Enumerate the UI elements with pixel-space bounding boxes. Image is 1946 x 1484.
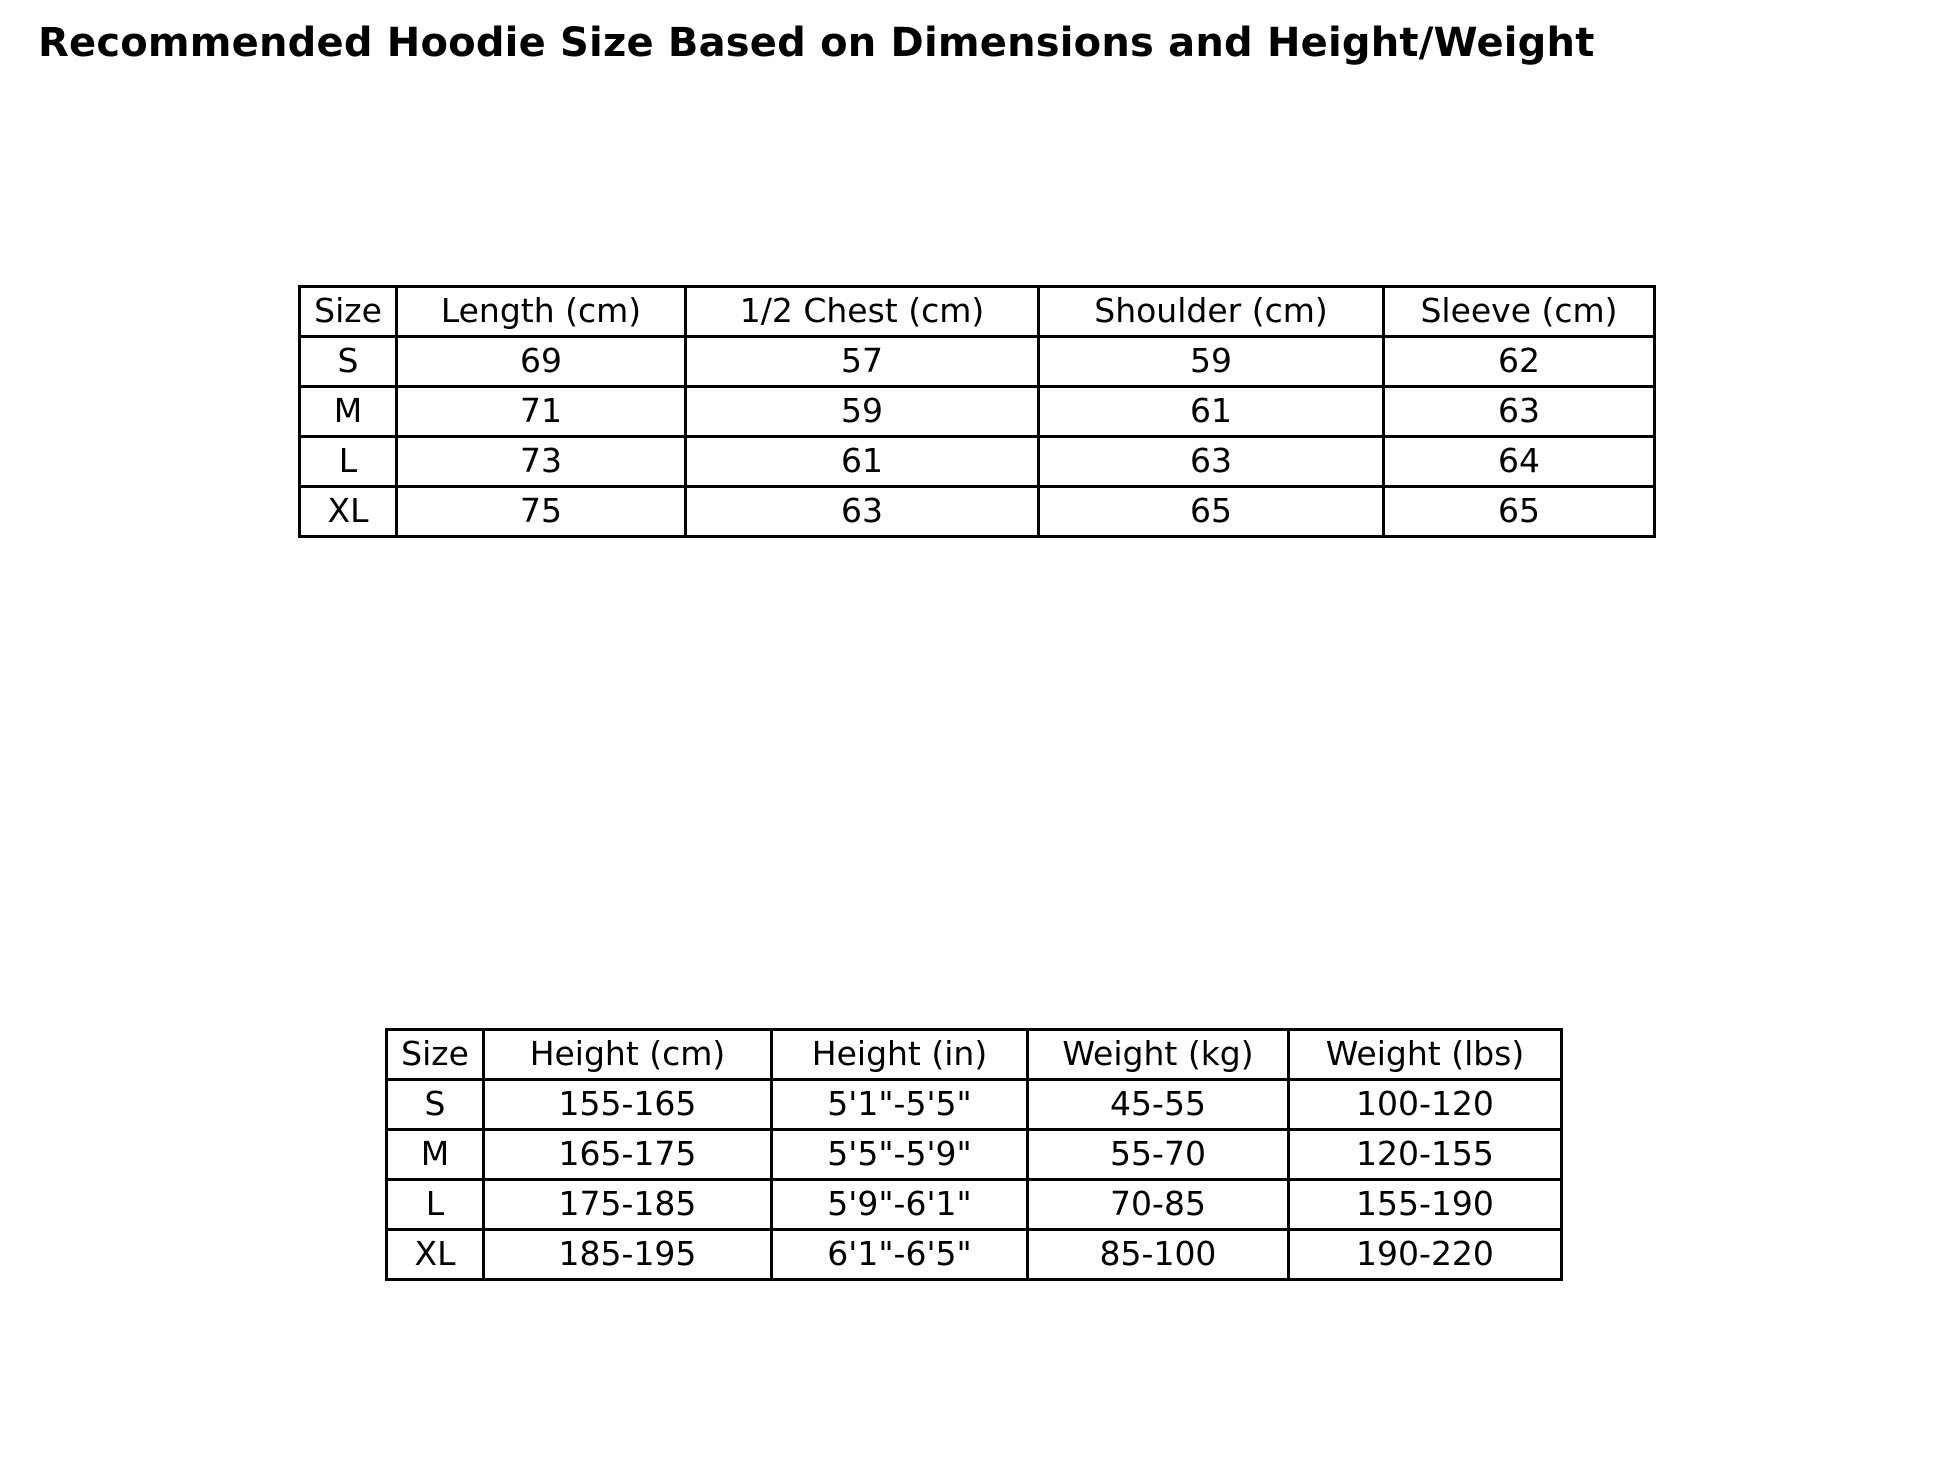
table-header-row xyxy=(387,1030,1562,1080)
cell-height-cm: 175-185 xyxy=(484,1180,772,1230)
cell-weight-kg: 45-55 xyxy=(1028,1080,1289,1130)
cell-height-in: 5'9"-6'1" xyxy=(772,1180,1028,1230)
column-header-length: Length (cm) xyxy=(397,287,686,337)
cell-size: M xyxy=(387,1130,484,1180)
cell-shoulder: 61 xyxy=(1039,387,1384,437)
cell-shoulder: 59 xyxy=(1039,337,1384,387)
column-header-half-chest: 1/2 Chest (cm) xyxy=(686,287,1039,337)
cell-size: S xyxy=(300,337,397,387)
cell-half-chest: 61 xyxy=(686,437,1039,487)
table-row xyxy=(300,337,1655,387)
column-header-height-cm: Height (cm) xyxy=(484,1030,772,1080)
table-row xyxy=(387,1130,1562,1180)
cell-size: S xyxy=(387,1080,484,1130)
cell-half-chest: 59 xyxy=(686,387,1039,437)
cell-sleeve: 64 xyxy=(1384,437,1655,487)
cell-length: 71 xyxy=(397,387,686,437)
cell-weight-lbs: 100-120 xyxy=(1289,1080,1562,1130)
cell-sleeve: 63 xyxy=(1384,387,1655,437)
cell-sleeve: 65 xyxy=(1384,487,1655,537)
column-header-weight-kg: Weight (kg) xyxy=(1028,1030,1289,1080)
column-header-sleeve: Sleeve (cm) xyxy=(1384,287,1655,337)
table-row xyxy=(387,1080,1562,1130)
hoodie-height-weight-table xyxy=(385,1028,1563,1281)
cell-weight-kg: 70-85 xyxy=(1028,1180,1289,1230)
table-row xyxy=(387,1180,1562,1230)
cell-shoulder: 63 xyxy=(1039,437,1384,487)
cell-half-chest: 63 xyxy=(686,487,1039,537)
cell-weight-kg: 55-70 xyxy=(1028,1130,1289,1180)
cell-length: 75 xyxy=(397,487,686,537)
cell-size: L xyxy=(300,437,397,487)
table-row xyxy=(300,487,1655,537)
cell-height-cm: 155-165 xyxy=(484,1080,772,1130)
cell-sleeve: 62 xyxy=(1384,337,1655,387)
cell-length: 73 xyxy=(397,437,686,487)
cell-size: XL xyxy=(300,487,397,537)
table-row xyxy=(300,387,1655,437)
cell-weight-lbs: 120-155 xyxy=(1289,1130,1562,1180)
cell-shoulder: 65 xyxy=(1039,487,1384,537)
column-header-weight-lbs: Weight (lbs) xyxy=(1289,1030,1562,1080)
cell-height-cm: 165-175 xyxy=(484,1130,772,1180)
table-header-row xyxy=(300,287,1655,337)
column-header-height-in: Height (in) xyxy=(772,1030,1028,1080)
cell-size: XL xyxy=(387,1230,484,1280)
cell-half-chest: 57 xyxy=(686,337,1039,387)
cell-length: 69 xyxy=(397,337,686,387)
page-title: Recommended Hoodie Size Based on Dimensions and Height/Weight xyxy=(38,20,1595,66)
cell-height-in: 5'1"-5'5" xyxy=(772,1080,1028,1130)
cell-height-cm: 185-195 xyxy=(484,1230,772,1280)
hoodie-dimensions-table xyxy=(298,285,1656,538)
column-header-size: Size xyxy=(300,287,397,337)
cell-height-in: 5'5"-5'9" xyxy=(772,1130,1028,1180)
table-row xyxy=(387,1230,1562,1280)
cell-height-in: 6'1"-6'5" xyxy=(772,1230,1028,1280)
table-row xyxy=(300,437,1655,487)
cell-size: L xyxy=(387,1180,484,1230)
cell-weight-kg: 85-100 xyxy=(1028,1230,1289,1280)
cell-size: M xyxy=(300,387,397,437)
column-header-shoulder: Shoulder (cm) xyxy=(1039,287,1384,337)
column-header-size: Size xyxy=(387,1030,484,1080)
cell-weight-lbs: 155-190 xyxy=(1289,1180,1562,1230)
cell-weight-lbs: 190-220 xyxy=(1289,1230,1562,1280)
